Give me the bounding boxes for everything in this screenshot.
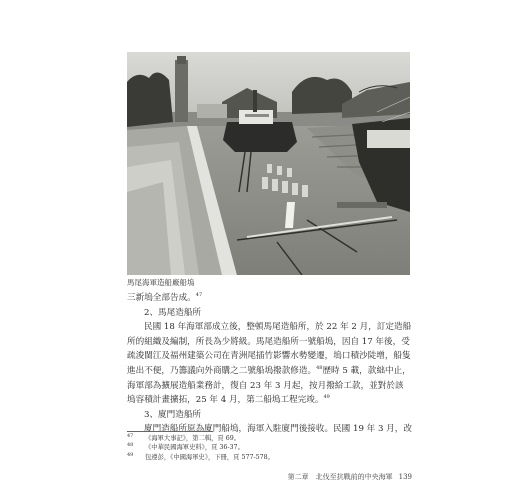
footnote-text: 《海軍大事記》，第二輯，頁 69。 [145,435,241,442]
paragraph-xiamen: 廈門造船所原為廈門船塢，海軍入駐廈門後接收。民國 19 年 3 月，改 [144,424,412,435]
footnote-text: 《中華民國海軍史料》，頁 36-37。 [145,444,244,452]
footnotes [127,434,412,462]
main-text [127,291,412,437]
shipyard-photo [127,52,410,275]
chapter-title: 第二章 北伐至抗戰前的中央海軍 [287,473,393,481]
footnote-ref-49: 49 [323,394,330,401]
section-heading-xiamen: 3、廈門造船所 [144,409,202,420]
section-heading-mawei: 2、馬尾造船所 [144,307,202,318]
footnote-item: $^{48}$ 《中華民國海軍史料》，頁 36-37。 [127,442,244,452]
paragraph-mawei [127,320,412,408]
running-footer [240,472,412,482]
figure-caption: 馬尾海軍造船廠船塢 [127,278,195,287]
footnote-text: 包遵彭，《中國海軍史》，下冊，頁 577-578。 [145,453,274,461]
footnote-item: $^{49}$ 包遵彭，《中國海軍史》，下冊，頁 577-578。 [127,451,274,461]
footnote-ref-48: 48 [316,365,323,372]
dry-dock-photograph [127,52,410,275]
footnote-ref-47: 47 [195,292,203,299]
continuation-sentence: 三新塢全部告成。 [127,293,196,303]
footnote-rule [127,431,213,432]
page-number: 139 [398,473,412,481]
text-line-continuation [127,291,412,306]
paragraph-mawei-part-2: 歷時 5 載，款絀中止，海軍部為擴展造船業務計，復自 23 年 3 月起，按月撥給工款，並對於該塢容積計畫擴拓，25 年 4 月，第二船塢工程完竣。 [127,365,411,406]
footnote-item: $^{47}$ 《海軍大事記》，第二輯，頁 69。 [127,432,241,442]
paragraph-mawei-part-1: 民國 18 年海軍部成立後，整頓馬尾造船所，於 22 年 2 月，訂定造船所的組織及編制，所長為少將級。馬尾造船所一號船塢，因自 17 年後，受疏浚閩江及福州建築公司在青洲尾插竹影響水勢變遷，塢口積沙陡增，船隻進出不便，乃籌議向外商購之二號船塢撥款修造。 [127,322,412,376]
